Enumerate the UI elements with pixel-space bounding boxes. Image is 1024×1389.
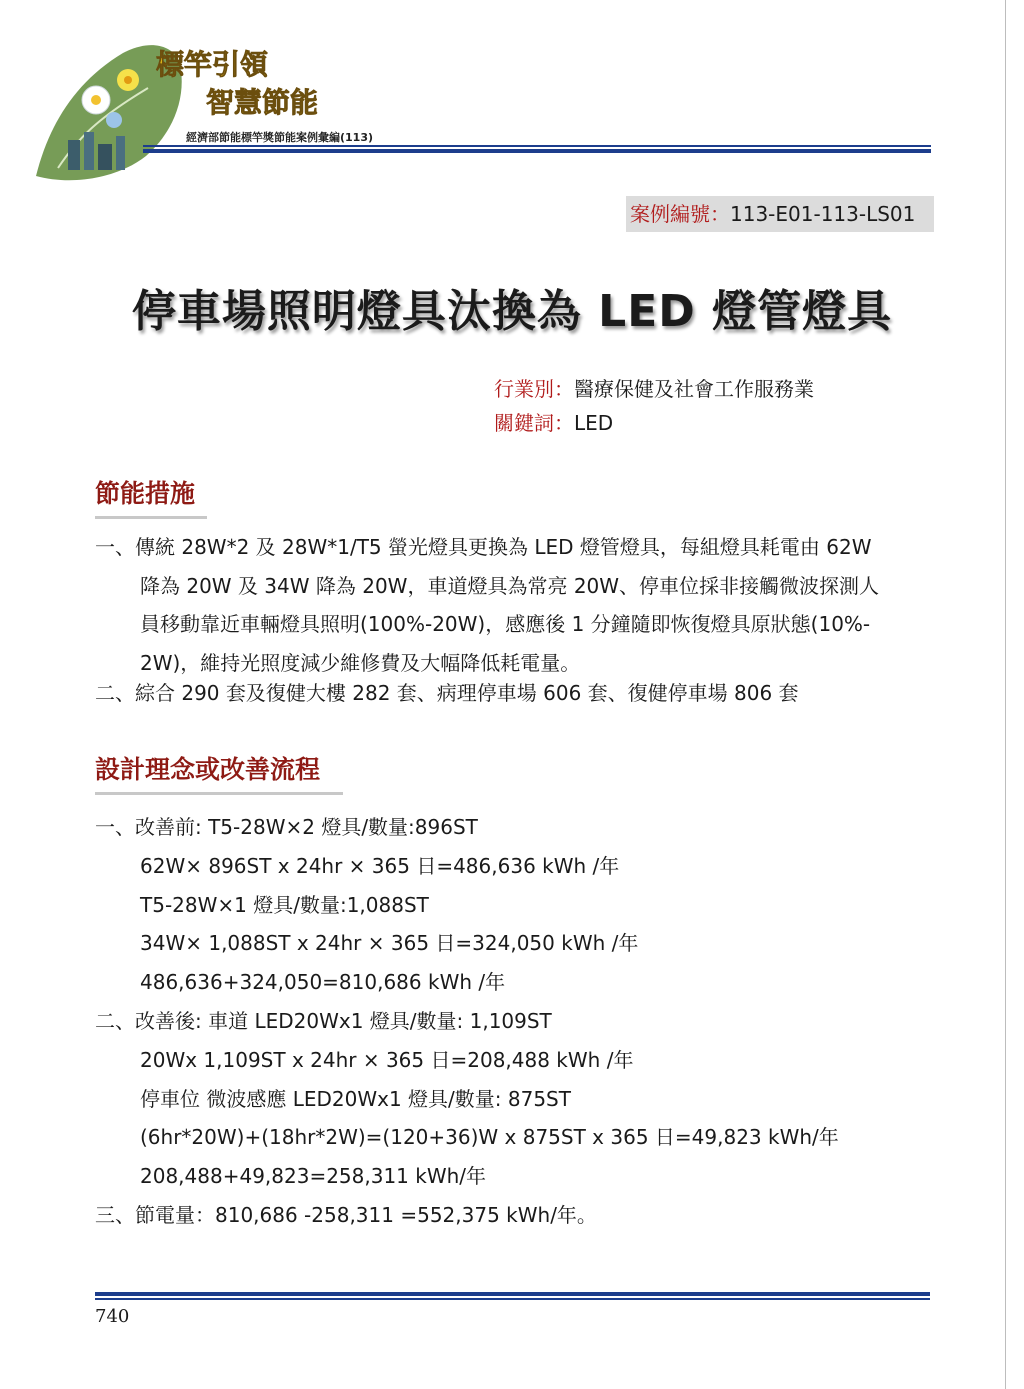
meta-info	[494, 372, 814, 440]
calc-line: 486,636+324,050=810,686 kWh /年	[140, 970, 506, 995]
measure-item-2: 二、綜合 290 套及復健大樓 282 套、病理停車場 606 套、復健停車場 806 套	[95, 681, 799, 705]
svg-text:智慧節能: 智慧節能	[206, 86, 319, 119]
keyword-row	[494, 406, 814, 440]
calc-line: 一、改善前: T5-28W×2 燈具/數量:896ST	[95, 815, 478, 839]
calc-line: 62W× 896ST x 24hr × 365 日=486,636 kWh /年	[140, 853, 620, 878]
design-calculation	[95, 808, 839, 1235]
measure-line: 2W)，維持光照度減少維修費及大幅降低耗電量。	[140, 650, 581, 675]
industry-value: 醫療保健及社會工作服務業	[574, 377, 814, 401]
calc-line: 208,488+49,823=258,311 kWh/年	[140, 1164, 487, 1189]
page-number: 740	[95, 1306, 130, 1327]
calc-line: (6hr*20W)+(18hr*2W)=(120+36)W x 875ST x 365 日=49,823 kWh/年	[140, 1125, 839, 1150]
header	[28, 28, 938, 188]
footer-rule	[95, 1292, 930, 1296]
calc-line: 二、改善後: 車道 LED20Wx1 燈具/數量: 1,109ST	[95, 1008, 552, 1033]
footer-rule-thin	[95, 1298, 930, 1300]
header-rule-thick	[143, 149, 931, 153]
case-number-box	[626, 196, 934, 232]
keyword-label: 關鍵詞：	[494, 411, 574, 435]
section-heading-design: 設計理念或改善流程	[95, 750, 343, 795]
case-number-value: 113-E01-113-LS01	[730, 202, 916, 226]
industry-label: 行業別：	[494, 377, 574, 401]
section-heading-measures: 節能措施	[95, 474, 207, 519]
measure-line: 降為 20W 及 34W 降為 20W，車道燈具為常亮 20W、停車位採非接觸微波探測人	[140, 573, 880, 598]
calc-line: 34W× 1,088ST x 24hr × 365 日=324,050 kWh /年	[140, 931, 639, 956]
calc-line: T5-28W×1 燈具/數量:1,088ST	[140, 892, 429, 917]
svg-text:標竿引領: 標竿引領	[156, 48, 269, 81]
calc-line: 20Wx 1,109ST x 24hr × 365 日=208,488 kWh /年	[140, 1047, 634, 1072]
case-number-label: 案例編號：	[630, 202, 730, 226]
header-subtitle: 經濟部節能標竿獎節能案例彙編(113)	[186, 131, 374, 144]
measure-item-1	[95, 528, 879, 682]
measure-line: 一、傳統 28W*2 及 28W*1/T5 螢光燈具更換為 LED 燈管燈具，每組燈具耗電由 62W	[95, 535, 872, 559]
industry-row	[494, 372, 814, 406]
award-logo	[28, 28, 428, 188]
header-rule	[143, 145, 931, 147]
measure-line: 員移動靠近車輛燈具照明(100%-20W)，感應後 1 分鐘隨即恢復燈具原狀態(10%-	[140, 612, 871, 636]
keyword-value: LED	[574, 411, 614, 435]
page-title: 停車場照明燈具汰換為 LED 燈管燈具	[131, 286, 893, 337]
page-edge	[1005, 0, 1024, 1389]
calc-line: 停車位 微波感應 LED20Wx1 燈具/數量: 875ST	[140, 1086, 571, 1111]
calc-line: 三、節電量：810,686 -258,311 =552,375 kWh/年。	[95, 1202, 597, 1227]
